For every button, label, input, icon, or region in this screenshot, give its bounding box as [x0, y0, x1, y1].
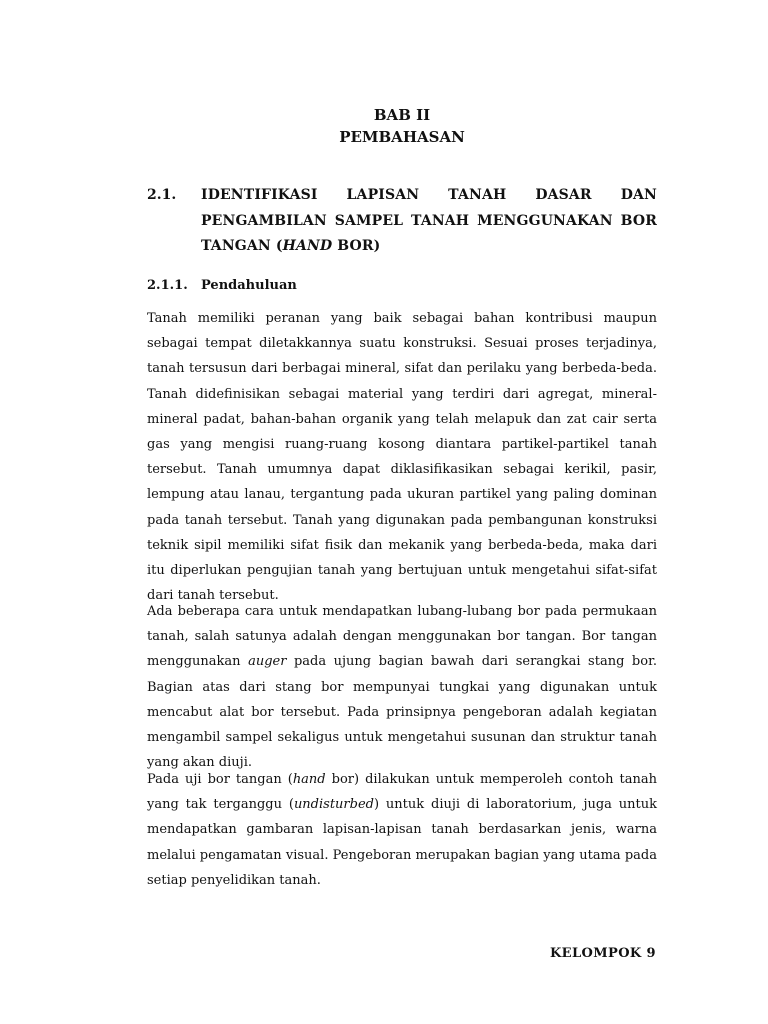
paragraph-3 [147, 767, 657, 893]
chapter-label: BAB II [373, 106, 431, 124]
paragraph-2-part2: pada ujung bagian bawah dari serangkai stang bor. Bagian atas dari stang bor mempunyai tungkai yang digunakan untuk mencabut alat bor tersebut. Pada prinsipnya pengeboran adalah kegiatan mengambil sampel sekaligus untuk mengetahui susunan dan struktur tanah yang akan diuji. [147, 654, 657, 771]
paragraph-3-part2: bor) dilakukan untuk memperoleh contoh tanah yang tak terganggu ( [147, 772, 657, 813]
section-title-part2: BOR) [332, 238, 381, 254]
chapter-title: PEMBAHASAN [339, 128, 465, 146]
section-title [201, 183, 657, 260]
subsection-heading [147, 276, 657, 296]
paragraph-2-italic: auger [248, 654, 287, 670]
subsection-title: Pendahuluan [201, 278, 297, 293]
section-title-italic: HAND [282, 238, 333, 254]
section-title-part1: IDENTIFIKASI LAPISAN TANAH DASAR DAN PENGAMBILAN SAMPEL TANAH MENGGUNAKAN BOR TANGAN ( [201, 187, 657, 254]
chapter-heading [147, 104, 657, 148]
paragraph-3-italic-1: hand [292, 772, 326, 787]
paragraph-2-part1: Ada beberapa cara untuk mendapatkan lubang-lubang bor pada permukaan tanah, salah satunya adalah dengan menggunakan bor tangan. Bor tangan menggunakan [147, 604, 657, 670]
page-footer: KELOMPOK 9 [549, 946, 656, 961]
subsection-number: 2.1.1. [147, 278, 188, 293]
section-number: 2.1. [147, 187, 177, 203]
section-heading [147, 183, 657, 260]
paragraph-3-italic-2: undisturbed [293, 797, 374, 813]
paragraph-3-part1: Pada uji bor tangan ( [147, 772, 293, 787]
paragraph-1: Tanah memiliki peranan yang baik sebagai bahan kontribusi maupun sebagai tempat diletakkannya suatu konstruksi. Sesuai proses terjadinya, tanah tersusun dari berbagai mineral, sifat dan perilaku yang berbeda-beda. Tanah didefinisikan sebagai material yang terdiri dari agregat, mineral-mineral padat, bahan-bahan organik yang telah melapuk dan zat cair serta gas yang mengisi ruang-ruang kosong diantara partikel-partikel tanah tersebut. Tanah umumnya dapat diklasifikasikan sebagai kerikil, pasir, lempung atau lanau, tergantung pada ukuran partikel yang paling dominan pada tanah tersebut. Tanah yang digunakan pada pembangunan konstruksi teknik sipil memiliki sifat fisik dan mekanik yang berbeda-beda, maka dari itu diperlukan pengujian tanah yang bertujuan untuk mengetahui sifat-sifat dari tanah tersebut. [147, 311, 657, 604]
paragraph-3-part3: ) untuk diuji di laboratorium, juga untuk mendapatkan gambaran lapisan-lapisan tanah berdasarkan jenis, warna melalui pengamatan visual. Pengeboran merupakan bagian yang utama pada setiap penyelidikan tanah. [147, 797, 658, 888]
paragraph-2 [147, 599, 657, 775]
